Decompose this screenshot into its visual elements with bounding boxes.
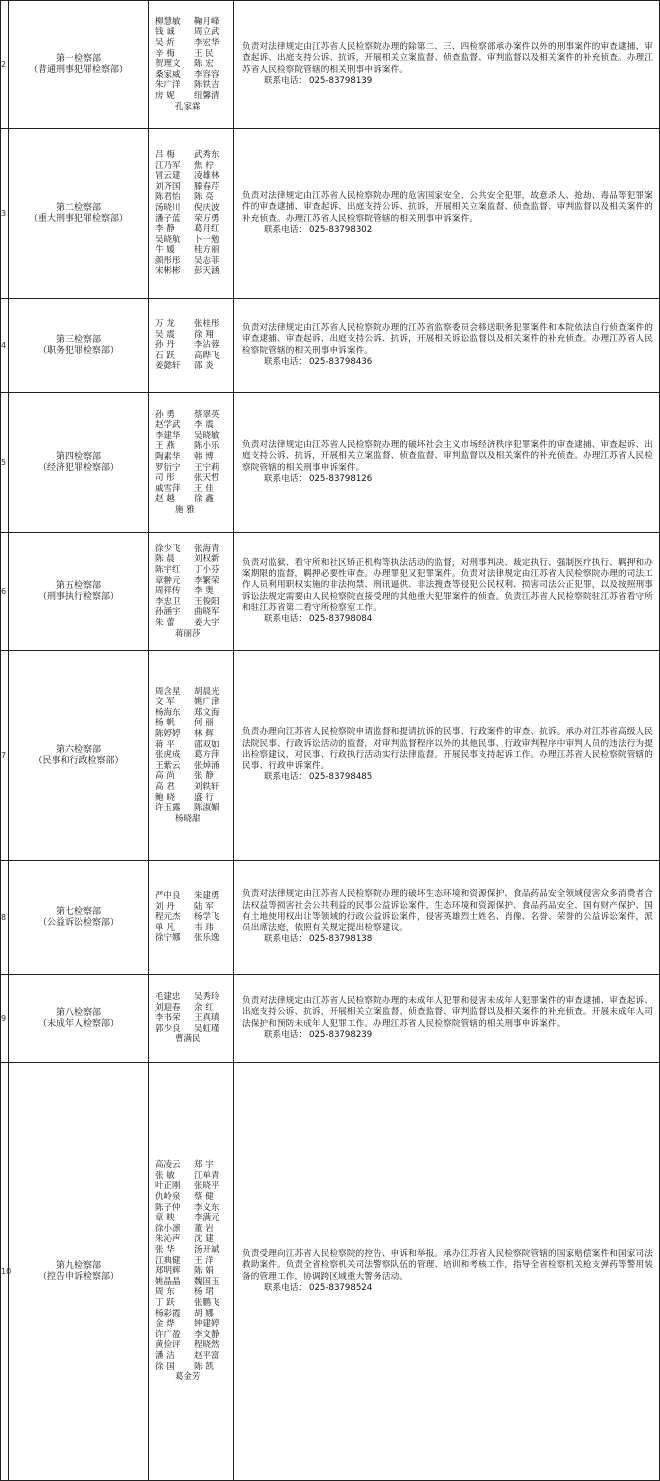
staff-name: 吴晓敏 bbox=[194, 430, 220, 441]
staff-name: 彭天涵 bbox=[194, 266, 220, 277]
staff-name: 朱广洋 bbox=[155, 80, 181, 91]
duty-description: 负责受理向江苏省人民检察院的控告、申诉和举报。承办江苏省人民检察院管辖的国家赔偿案件和国家司法救助案件。负责全省检察机关司法警察队伍的管理、培训和考核工作，指导全省检察机关枪支弹药等警用装备的管理工作，协调跨区域重大警务活动。 bbox=[242, 1249, 653, 1282]
duty-cell bbox=[234, 393, 660, 533]
staff-name: 钱 诚 bbox=[155, 27, 175, 38]
table-row-6 bbox=[1, 651, 660, 861]
staff-name: 李宏华 bbox=[194, 38, 220, 49]
staff-name: 丁小芬 bbox=[194, 565, 220, 576]
duty-cell bbox=[234, 975, 660, 1063]
staff-name: 凌雄林 bbox=[194, 171, 220, 182]
department-cell bbox=[9, 1063, 149, 1481]
phone-number: 025-83798485 bbox=[308, 772, 373, 783]
staff-name: 黄俭评 bbox=[155, 1340, 181, 1351]
staff-name: 曹满民 bbox=[175, 1034, 201, 1045]
department-cell bbox=[9, 975, 149, 1063]
staff-name: 房 妮 bbox=[155, 90, 175, 101]
staff-name: 赵学武 bbox=[155, 420, 181, 431]
staff-name: 王紫云 bbox=[155, 760, 181, 771]
staff-name: 冒云建 bbox=[155, 171, 181, 182]
staff-name: 刘 丹 bbox=[155, 901, 175, 912]
staff-name: 张晓平 bbox=[194, 1181, 220, 1192]
duty-description: 负责对法律规定由江苏省人民检察院办理的除第二、三、四检察部承办案件以外的刑事案件的审查逮捕、审查起诉、出庭支持公诉、抗诉，开展相关立案监督、侦查监督、审判监督以及相关案件的补充侦查。办理江苏省人民检察院管辖的相关刑事申诉案件。 bbox=[242, 42, 653, 75]
department-subtitle: （普通刑事犯罪检察部） bbox=[28, 64, 128, 75]
staff-name: 陶素华 bbox=[155, 451, 181, 462]
staff-name: 张 华 bbox=[155, 1245, 175, 1256]
row-index: 5 bbox=[1, 393, 9, 533]
staff-list bbox=[149, 544, 233, 639]
staff-name: 文 军 bbox=[155, 697, 175, 708]
duty-cell bbox=[234, 651, 660, 861]
staff-name: 吴志菲 bbox=[194, 255, 220, 266]
staff-name: 李建华 bbox=[155, 430, 181, 441]
staff-name: 郑 宇 bbox=[194, 1160, 214, 1171]
department-name: 第五检察部 bbox=[55, 580, 101, 591]
staff-name: 毛建忠 bbox=[155, 992, 181, 1003]
staff-name: 章 映 bbox=[155, 1213, 175, 1224]
phone-number: 025-83798084 bbox=[308, 613, 373, 624]
staff-name: 李文静 bbox=[194, 1329, 220, 1340]
staff-name: 荣万勇 bbox=[194, 213, 220, 224]
staff-name: 陈宇红 bbox=[155, 565, 181, 576]
staff-name: 李忠卫 bbox=[155, 596, 181, 607]
staff-name: 王 燕 bbox=[155, 441, 175, 452]
staff-name: 桑家威 bbox=[155, 69, 181, 80]
staff-name: 李 震 bbox=[194, 420, 214, 431]
staff-name: 王 洋 bbox=[194, 1255, 214, 1266]
staff-name: 葛月红 bbox=[194, 224, 220, 235]
staff-name: 程元杰 bbox=[155, 912, 181, 923]
staff-name: 程晓然 bbox=[194, 1340, 220, 1351]
table-row-9 bbox=[1, 1063, 660, 1481]
department-name: 第九检察部 bbox=[55, 1260, 101, 1271]
department-subtitle: （职务犯罪检察部） bbox=[37, 345, 119, 356]
staff-name: 高晔飞 bbox=[194, 350, 220, 361]
staff-name: 张虎成 bbox=[155, 750, 181, 761]
staff-list bbox=[149, 319, 233, 372]
row-index: 9 bbox=[1, 975, 9, 1063]
duty-cell bbox=[234, 1, 660, 129]
staff-name: 张 静 bbox=[194, 771, 214, 782]
table-row-2 bbox=[1, 129, 660, 299]
phone-label: 联系电话： bbox=[264, 1282, 307, 1293]
duty-description: 负责对法律规定由江苏省人民检察院办理的破坏社会主义市场经济秩序犯罪案件的审查逮捕、审查起诉、出庭支持公诉、抗诉，开展相关立案监督、侦查监督、审判监督以及相关案件的补充侦查。办理江苏省人民检察院管辖的相关刑事申诉案件。 bbox=[242, 440, 653, 473]
staff-name: 石 跃 bbox=[155, 350, 175, 361]
staff-name: 吴 震 bbox=[155, 329, 175, 340]
staff-name: 李容容 bbox=[194, 69, 220, 80]
row-index: 4 bbox=[1, 299, 9, 393]
staff-name: 万 龙 bbox=[155, 319, 175, 330]
staff-name: 刘齐国 bbox=[155, 181, 181, 192]
staff-name: 徐宁娜 bbox=[155, 933, 181, 944]
duty-cell bbox=[234, 299, 660, 393]
staff-name: 魏国玉 bbox=[194, 1276, 220, 1287]
staff-name: 纽馨清 bbox=[194, 90, 220, 101]
staff-name: 葛方萍 bbox=[194, 750, 220, 761]
department-name: 第一检察部 bbox=[55, 53, 101, 64]
department-subtitle: （民事和行政检察部） bbox=[33, 755, 124, 766]
department-cell bbox=[9, 299, 149, 393]
staff-name: 孔家霖 bbox=[175, 101, 201, 112]
staff-name: 杨 珺 bbox=[194, 1287, 214, 1298]
staff-name: 姚广津 bbox=[194, 697, 220, 708]
table-row-8 bbox=[1, 975, 660, 1063]
department-cell bbox=[9, 393, 149, 533]
phone-label: 联系电话： bbox=[264, 356, 307, 367]
staff-name: 金 烨 bbox=[155, 1319, 175, 1330]
staff-name: 陈 宏 bbox=[194, 59, 214, 70]
staff-name: 徐 国 bbox=[155, 1361, 175, 1372]
staff-name: 卜一勉 bbox=[194, 234, 220, 245]
staff-name: 朱 蕾 bbox=[155, 617, 175, 628]
duty-cell bbox=[234, 129, 660, 299]
staff-name: 郑文海 bbox=[194, 707, 220, 718]
staff-name: 张鹏飞 bbox=[194, 1297, 220, 1308]
department-subtitle: （经济犯罪检察部） bbox=[37, 462, 119, 473]
phone-number: 025-83798239 bbox=[308, 1029, 373, 1040]
staff-list bbox=[149, 150, 233, 277]
department-name: 第七检察部 bbox=[55, 906, 101, 917]
staff-name: 鲍 晓 bbox=[155, 792, 175, 803]
staff-name: 江乃军 bbox=[155, 160, 181, 171]
department-subtitle: （刑事执行检察部） bbox=[37, 591, 119, 602]
staff-name: 徐少飞 bbox=[155, 543, 181, 554]
duty-cell bbox=[234, 533, 660, 651]
staff-name: 王 佳 bbox=[194, 483, 214, 494]
staff-name: 汤开斌 bbox=[194, 1245, 220, 1256]
staff-name: 高 尚 bbox=[155, 771, 175, 782]
staff-name: 韦 玮 bbox=[194, 922, 214, 933]
department-cell bbox=[9, 533, 149, 651]
contact-phone bbox=[242, 614, 653, 625]
contact-phone bbox=[242, 474, 653, 485]
staff-name: 陈淑媚 bbox=[194, 803, 220, 814]
contact-phone bbox=[242, 225, 653, 236]
duty-cell bbox=[234, 861, 660, 975]
duty-cell bbox=[234, 1063, 660, 1481]
table-row-4 bbox=[1, 393, 660, 533]
staff-name: 陈君怡 bbox=[155, 192, 181, 203]
row-index: 7 bbox=[1, 651, 9, 861]
department-name: 第八检察部 bbox=[55, 1007, 101, 1018]
staff-name: 丁 跃 bbox=[155, 1297, 175, 1308]
staff-name: 李 奥 bbox=[194, 586, 214, 597]
staff-name: 钟建婷 bbox=[194, 1319, 220, 1330]
staff-name: 李沾蓉 bbox=[194, 340, 220, 351]
staff-name: 江单青 bbox=[194, 1170, 220, 1181]
staff-name: 杨 帆 bbox=[155, 718, 175, 729]
staff-name: 杨晓甜 bbox=[175, 813, 201, 824]
staff-name: 杨学飞 bbox=[194, 912, 220, 923]
contact-phone bbox=[242, 934, 653, 945]
department-subtitle: （控告申诉检察部） bbox=[37, 1271, 119, 1282]
table-row-3 bbox=[1, 299, 660, 393]
staff-name: 姜懿轩 bbox=[155, 361, 181, 372]
staff-name: 徐 翔 bbox=[194, 329, 214, 340]
phone-label: 联系电话： bbox=[264, 613, 307, 624]
staff-name: 牛 媛 bbox=[155, 245, 175, 256]
phone-number: 025-83798138 bbox=[308, 934, 373, 945]
staff-name: 赵平富 bbox=[194, 1350, 220, 1361]
staff-name: 辛 梅 bbox=[155, 48, 175, 59]
staff-name: 宋彬彬 bbox=[155, 266, 181, 277]
department-cell bbox=[9, 651, 149, 861]
staff-name: 徐 鑫 bbox=[194, 494, 214, 505]
staff-name: 司 彤 bbox=[155, 473, 175, 484]
staff-name: 陈婷婷 bbox=[155, 729, 181, 740]
department-name: 第三检察部 bbox=[55, 334, 101, 345]
contact-phone bbox=[242, 1030, 653, 1041]
row-index: 6 bbox=[1, 533, 9, 651]
staff-cell bbox=[149, 651, 234, 861]
staff-name: 张桂彤 bbox=[194, 319, 220, 330]
table-row-1 bbox=[1, 1, 660, 129]
staff-name: 刘迎春 bbox=[155, 1002, 181, 1013]
duty-description: 负责对法律规定由江苏省人民检察院办理的江苏省监察委员会移送职务犯罪案件和本院依法自行侦查案件的审查逮捕、审查起诉、出庭支持公诉、抗诉，开展相关诉讼监督以及相关案件的补充侦查。办理江苏省人民检察院管辖的相关刑事申诉案件。 bbox=[242, 323, 653, 356]
phone-label: 联系电话： bbox=[264, 75, 307, 86]
staff-name: 鞠月峰 bbox=[194, 16, 220, 27]
staff-name: 潘子蓝 bbox=[155, 213, 181, 224]
row-index: 10 bbox=[1, 1063, 9, 1481]
staff-name: 叶正刚 bbox=[155, 1181, 181, 1192]
department-cell bbox=[9, 129, 149, 299]
staff-list bbox=[149, 410, 233, 516]
staff-name: 张海青 bbox=[194, 543, 220, 554]
phone-label: 联系电话： bbox=[264, 1029, 307, 1040]
staff-name: 江典健 bbox=[155, 1255, 181, 1266]
department-subtitle: （重大刑事犯罪检察部） bbox=[28, 213, 128, 224]
staff-name: 王真瑱 bbox=[194, 1013, 220, 1024]
staff-name: 陈 亮 bbox=[194, 192, 214, 203]
row-index: 8 bbox=[1, 861, 9, 975]
staff-cell bbox=[149, 129, 234, 299]
staff-name: 单 凡 bbox=[155, 922, 175, 933]
staff-name: 林 辉 bbox=[194, 729, 214, 740]
staff-name: 韩 博 bbox=[194, 451, 214, 462]
staff-list bbox=[149, 1160, 233, 1382]
department-name: 第四检察部 bbox=[55, 451, 101, 462]
duty-description: 负责对法律规定由江苏省人民检察院办理的破坏生态环境和资源保护、食品药品安全领域侵害众多消费者合法权益等损害社会公共利益的民事公益诉讼案件，生态环境和资源保护、食品药品安全、国有财产保护、国有土地使用权出让等领域的行政公益诉讼案件，侵害英雄烈士姓名、肖像、名誉、荣誉的公益诉讼案件，派员出席法庭，依照有关规定提出检察建议。 bbox=[242, 889, 653, 934]
staff-name: 赵 越 bbox=[155, 494, 175, 505]
staff-name: 章翀元 bbox=[155, 575, 181, 586]
staff-name: 李书荣 bbox=[155, 1013, 181, 1024]
phone-number: 025-83798126 bbox=[308, 473, 373, 484]
staff-name: 桂方丽 bbox=[194, 245, 220, 256]
staff-name: 邵 炎 bbox=[194, 361, 214, 372]
staff-name: 施 雅 bbox=[175, 504, 195, 515]
staff-name: 沈 建 bbox=[194, 1234, 214, 1245]
staff-name: 杨海东 bbox=[155, 707, 181, 718]
staff-name: 仇岭泉 bbox=[155, 1192, 181, 1203]
phone-label: 联系电话： bbox=[264, 772, 307, 783]
department-subtitle: （未成年人检察部） bbox=[37, 1018, 119, 1029]
phone-label: 联系电话： bbox=[264, 473, 307, 484]
contact-phone bbox=[242, 76, 653, 87]
staff-name: 陈 娟 bbox=[194, 1266, 214, 1277]
staff-cell bbox=[149, 975, 234, 1063]
staff-name: 张天哲 bbox=[194, 473, 220, 484]
row-index: 2 bbox=[1, 1, 9, 129]
table-row-5 bbox=[1, 533, 660, 651]
staff-name: 张 敏 bbox=[155, 1170, 175, 1181]
staff-name: 滕春芹 bbox=[194, 181, 220, 192]
staff-name: 罗衍宁 bbox=[155, 462, 181, 473]
phone-label: 联系电话： bbox=[264, 934, 307, 945]
staff-name: 潘 洁 bbox=[155, 1350, 175, 1361]
staff-cell bbox=[149, 393, 234, 533]
staff-name: 陈子仲 bbox=[155, 1202, 181, 1213]
staff-name: 高凌云 bbox=[155, 1160, 181, 1171]
contact-phone bbox=[242, 357, 653, 368]
duty-description: 负责对监狱、看守所和社区矫正机构等执法活动的监督，对刑事判决、裁定执行、强制医疗执行、羁押和办案期限的监督，羁押必要性审查。办理罪犯又犯罪案件。负责对法律规定由江苏省人民检察院办理的司法工作人员利用职权实施的非法拘禁、刑讯逼供、非法搜查等侵犯公民权利、损害司法公正犯罪，以及按照刑事诉讼法规定需要由人民检察院直接受理的其他重大犯罪案件的侦查。负责江苏省人民检察院驻江苏省看守所和驻江苏省第二看守所检察室工作。 bbox=[242, 557, 653, 613]
staff-name: 许广盈 bbox=[155, 1329, 181, 1340]
staff-name: 李 静 bbox=[155, 224, 175, 235]
staff-name: 吴秀玲 bbox=[194, 992, 220, 1003]
staff-name: 周含星 bbox=[155, 686, 181, 697]
staff-name: 蒋丽莎 bbox=[175, 628, 201, 639]
staff-name: 姜大宇 bbox=[194, 617, 220, 628]
staff-name: 王 民 bbox=[194, 48, 214, 59]
staff-name: 颜彤彤 bbox=[155, 255, 181, 266]
table-row-7 bbox=[1, 861, 660, 975]
staff-name: 吴 炘 bbox=[155, 38, 175, 49]
staff-name: 何 丽 bbox=[194, 718, 214, 729]
staff-name: 吴晓航 bbox=[155, 234, 181, 245]
department-cell bbox=[9, 1, 149, 129]
staff-name: 周祥传 bbox=[155, 586, 181, 597]
staff-name: 王宁莉 bbox=[194, 462, 220, 473]
staff-name: 周 东 bbox=[155, 1287, 175, 1298]
staff-name: 盛 行 bbox=[194, 792, 214, 803]
staff-cell bbox=[149, 533, 234, 651]
staff-name: 陈 凯 bbox=[194, 1361, 214, 1372]
staff-name: 郑明辉 bbox=[155, 1266, 181, 1277]
staff-name: 吴虹瑾 bbox=[194, 1023, 220, 1034]
staff-name: 蔡 健 bbox=[194, 1192, 214, 1203]
duty-description: 负责对法律规定由江苏省人民检察院办理的危害国家安全、公共安全犯罪，故意杀人、抢劫、毒品等犯罪案件的审查逮捕、审查起诉、出庭支持公诉、抗诉，开展相关立案监督、侦查监督、审判监督以及相关案件的补充侦查。办理江苏省人民检察院管辖的相关刑事申诉案件。 bbox=[242, 191, 653, 224]
duty-description: 负责办理向江苏省人民检察院申请监督和提请抗诉的民事、行政案件的审查、抗诉。承办对江苏省高级人民法院民事、行政诉讼活动的监督，对审判监督程序以外的其他民事、行政审判程序中审判人员的违法行为提出检察建议，对民事、行政执行活动实行法律监督。开展民事支持起诉工作。办理江苏省人民检察院管辖的民事、行政申诉案件。 bbox=[242, 727, 653, 772]
staff-name: 张乐逸 bbox=[194, 933, 220, 944]
staff-name: 葛金芳 bbox=[175, 1372, 201, 1383]
staff-name: 汤晓川 bbox=[155, 202, 181, 213]
staff-cell bbox=[149, 299, 234, 393]
staff-list bbox=[149, 992, 233, 1045]
phone-number: 025-83798436 bbox=[308, 356, 373, 367]
phone-number: 025-83798524 bbox=[308, 1282, 373, 1293]
staff-name: 许玉露 bbox=[155, 803, 181, 814]
staff-name: 武秀东 bbox=[194, 149, 220, 160]
staff-name: 周立武 bbox=[194, 27, 220, 38]
contact-phone bbox=[242, 772, 653, 783]
staff-name: 张焯涌 bbox=[194, 760, 220, 771]
staff-name: 蒋 平 bbox=[155, 739, 175, 750]
phone-number: 025-83798139 bbox=[308, 75, 373, 86]
staff-name: 李满元 bbox=[194, 1213, 220, 1224]
department-name: 第六检察部 bbox=[55, 744, 101, 755]
staff-list bbox=[149, 891, 233, 944]
staff-cell bbox=[149, 861, 234, 975]
phone-label: 联系电话： bbox=[264, 224, 307, 235]
staff-name: 杨彩霞 bbox=[155, 1308, 181, 1319]
staff-name: 徐小凛 bbox=[155, 1223, 181, 1234]
staff-name: 郭少良 bbox=[155, 1023, 181, 1034]
staff-name: 贺理文 bbox=[155, 59, 181, 70]
staff-name: 孙 勇 bbox=[155, 409, 175, 420]
duty-description: 负责对法律规定由江苏省人民检察院办理的未成年人犯罪和侵害未成年人犯罪案件的审查逮捕、审查起诉、出庭支持公诉、抗诉，开展相关立案监督、侦查监督、审判监督以及相关案件的补充侦查。开展未成年人司法保护和预防未成年人犯罪工作。办理江苏省人民检察院管辖的相关刑事申诉案件。 bbox=[242, 996, 653, 1029]
phone-number: 025-83798302 bbox=[308, 224, 373, 235]
staff-name: 焦 柠 bbox=[194, 160, 214, 171]
staff-name: 姚晶晶 bbox=[155, 1276, 181, 1287]
department-name: 第二检察部 bbox=[55, 202, 101, 213]
staff-name: 邵双如 bbox=[194, 739, 220, 750]
staff-name: 刘轶轩 bbox=[194, 781, 220, 792]
staff-name: 蔡翠英 bbox=[194, 409, 220, 420]
staff-name: 陆 军 bbox=[194, 901, 214, 912]
staff-name: 曲晓军 bbox=[194, 607, 220, 618]
staff-name: 戚雪萍 bbox=[155, 483, 181, 494]
staff-name: 陈铁吉 bbox=[194, 80, 220, 91]
staff-list bbox=[149, 17, 233, 112]
staff-name: 李义东 bbox=[194, 1202, 220, 1213]
staff-name: 吕 梅 bbox=[155, 149, 175, 160]
row-index: 3 bbox=[1, 129, 9, 299]
staff-list bbox=[149, 687, 233, 825]
staff-name: 陈小乐 bbox=[194, 441, 220, 452]
staff-name: 孙 丹 bbox=[155, 340, 175, 351]
staff-name: 高 君 bbox=[155, 781, 175, 792]
staff-name: 胡 娜 bbox=[194, 1308, 214, 1319]
staff-name: 李繁荣 bbox=[194, 575, 220, 586]
department-subtitle: （公益诉讼检察部） bbox=[37, 917, 119, 928]
staff-cell bbox=[149, 1063, 234, 1481]
staff-name: 朱建勇 bbox=[194, 891, 220, 902]
staff-name: 王俊阳 bbox=[194, 596, 220, 607]
staff-name: 陈 晨 bbox=[155, 554, 175, 565]
staff-name: 严中良 bbox=[155, 891, 181, 902]
staff-name: 胡晨光 bbox=[194, 686, 220, 697]
staff-name: 倪庆波 bbox=[194, 202, 220, 213]
staff-name: 孙涵宇 bbox=[155, 607, 181, 618]
staff-name: 刘权新 bbox=[194, 554, 220, 565]
staff-name: 董 岩 bbox=[194, 1223, 214, 1234]
staff-name: 朱沁声 bbox=[155, 1234, 181, 1245]
staff-cell bbox=[149, 1, 234, 129]
department-cell bbox=[9, 861, 149, 975]
staff-name: 柳慧敏 bbox=[155, 16, 181, 27]
staff-name: 余 红 bbox=[194, 1002, 214, 1013]
contact-phone bbox=[242, 1283, 653, 1294]
